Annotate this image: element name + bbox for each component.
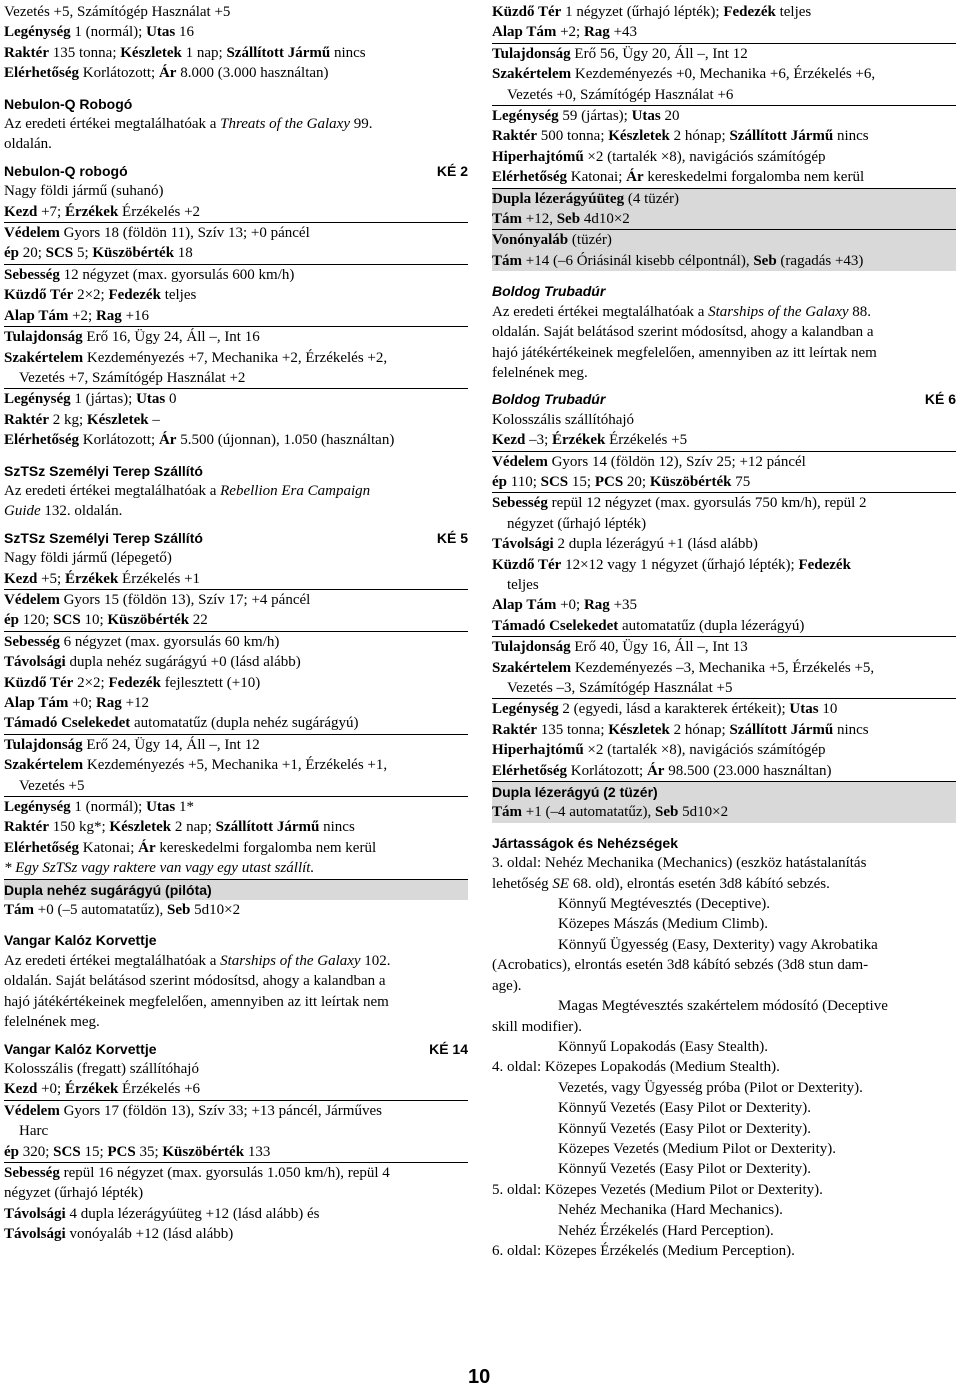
vangar-section-title: Vangar Kalóz Korvettje [4,932,157,949]
trubadur-speed-cont: négyzet (űrhajó lépték) [507,515,647,532]
nebulon-crew: Legénység 1 (jártas); Utas 0 [4,391,177,408]
sztsz-cl: KÉ 5 [436,529,468,546]
vangar-hyperdrive: Hiperhajtómű ×2 (tartalék ×8), navigációs számítógép [492,148,826,165]
right-column [492,2,956,1261]
nebulon-init: Kezd +7; Érzékek Érzékelés +2 [4,203,201,220]
sztsz-weapon-name: Dupla nehéz sugárágyú (pilóta) [4,880,468,900]
trubadur-cargo: Raktér 135 tonna; Készletek 2 hónap; Szállított Jármű nincs [492,721,869,738]
skills-line: Könnyű Lopakodás (Easy Stealth). [558,1038,768,1055]
sztsz-crew: Legénység 1 (normál); Utas 1* [4,799,194,816]
nebulon-cl: KÉ 2 [436,162,468,179]
trubadur-source: Az eredeti értékei megtalálhatóak a Starships of the Galaxy 88. [492,303,872,320]
trubadur-hyperdrive: Hiperhajtómű ×2 (tartalék ×8), navigációs számítógép [492,742,826,759]
skills-line: Könnyű Vezetés (Easy Pilot or Dexterity). [558,1161,812,1178]
vangar-ranged-1: Távolsági 4 dupla lézerágyúüteg +12 (lásd alább) és [4,1205,320,1222]
trubadur-type: Kolosszális szállítóhajó [492,411,635,428]
skills-line: Nehéz Érzékelés (Hard Perception). [558,1222,774,1239]
skills-line: 6. oldal: Közepes Érzékelés (Medium Perception). [492,1242,795,1259]
skills-line: (Acrobatics), elrontás esetén 3d8 kábító sebzés (3d8 stun dam- [492,957,869,974]
sztsz-weapon-stats: Tám +0 (–5 automatatűz), Seb 5d10×2 [4,902,241,919]
trubadur-attack-options: Támadó Cselekedet automatatűz (dupla lézerágyú) [492,617,805,634]
vangar-cl: KÉ 14 [429,1040,468,1057]
skills-line: Közepes Mászás (Medium Climb). [558,916,768,933]
vangar-speed-cont: négyzet (űrhajó lépték) [4,1185,144,1202]
trubadur-init: Kezd –3; Érzékek Érzékelés +5 [492,432,688,449]
nebulon-attack: Alap Tám +2; Rag +16 [4,307,150,324]
sztsz-abilities: Tulajdonság Erő 24, Ügy 14, Áll –, Int 12 [4,736,260,753]
nebulon-defense: Védelem Gyors 18 (földön 11), Szív 13; +0 páncél [4,225,310,242]
trubadur-fighting-space: Küzdő Tér 12×12 vagy 1 négyzet (űrhajó lépték); Fedezék [492,556,851,573]
nebulon-abilities: Tulajdonság Erő 16, Ügy 24, Áll –, Int 16 [4,329,260,346]
vangar-source-cont: felelnének meg. [4,1014,100,1031]
vangar-skills-cont: Vezetés +0, Számítógép Használat +6 [507,86,734,103]
nebulon-source-cont: oldalán. [4,136,52,153]
trubadur-source-cont: felelnének meg. [492,364,588,381]
sztsz-skills: Szakértelem Kezdeményezés +5, Mechanika +1, Érzékelés +1, [4,757,388,774]
nebulon-skills-cont: Vezetés +7, Számítógép Használat +2 [19,369,246,386]
sztsz-availability: Elérhetőség Katonai; Ár kereskedelmi forgalomba nem kerül [4,839,377,856]
sztsz-defense: Védelem Gyors 15 (földön 13), Szív 17; +4 páncél [4,591,311,608]
sztsz-speed: Sebesség 6 négyzet (max. gyorsulás 60 km/h) [4,633,280,650]
trubadur-hp: ép 110; SCS 15; PCS 20; Küszöbérték 75 [492,473,751,490]
nebulon-source: Az eredeti értékei megtalálhatóak a Threats of the Galaxy 99. [4,116,373,133]
vangar-crew: Legénység 59 (jártas); Utas 20 [492,108,680,125]
trubadur-availability: Elérhetőség Korlátozott; Ár 98.500 (23.000 használtan) [492,762,832,779]
vangar-type: Kolosszális (fregatt) szállítóhajó [4,1060,199,1077]
nebulon-type: Nagy földi jármű (suhanó) [4,183,164,200]
trubadur-source-cont: oldalán. Saját belátásod szerint módosítsd, ahogy a kalandban a [492,324,874,341]
vangar-weapon-1: Dupla lézerágyúüteg (4 tüzér) Tám +12, Seb 4d10×2 [492,189,956,230]
skills-line: Közepes Vezetés (Medium Pilot or Dexterity). [558,1140,836,1157]
trubadur-defense: Védelem Gyors 14 (földön 12), Szív 25; +12 páncél [492,453,806,470]
nebulon-cargo: Raktér 2 kg; Készletek – [4,411,160,428]
vangar-availability: Elérhetőség Katonai; Ár kereskedelmi forgalomba nem kerül [492,169,865,186]
sztsz-attack: Alap Tám +0; Rag +12 [4,695,150,711]
prev-crew: Legénység 1 (normál); Utas 16 [4,24,194,41]
vangar-speed: Sebesség repül 16 négyzet (max. gyorsulás 1.050 km/h), repül 4 [4,1164,390,1181]
skills-line: lehetőség SE 68. old), elrontás esetén 3d8 kábító sebzés. [492,875,830,892]
vangar-hp: ép 320; SCS 15; PCS 35; Küszöbérték 133 [4,1143,271,1160]
trubadur-section-title: Boldog Trubadúr [492,283,606,300]
skills-line: Vezetés, vagy Ügyesség próba (Pilot or Dexterity). [558,1079,863,1096]
vangar-skills: Szakértelem Kezdeményezés +0, Mechanika +6, Érzékelés +6, [492,66,876,83]
vangar-init: Kezd +0; Érzékek Érzékelés +6 [4,1081,201,1098]
trubadur-crew: Legénység 2 (egyedi, lásd a karakterek értékeit); Utas 10 [492,701,838,718]
skills-line: Könnyű Vezetés (Easy Pilot or Dexterity). [558,1120,812,1137]
trubadur-skills: Szakértelem Kezdeményezés –3, Mechanika +5, Érzékelés +5, [492,659,875,676]
sztsz-type: Nagy földi jármű (lépegető) [4,550,172,567]
vangar-weapon-2: Vonónyaláb (tüzér) Tám +14 (–6 Óriásinál kisebb célpontnál), Seb (ragadás +43) [492,230,956,271]
vangar-source-cont: hajó játékértékeinek megfelelően, amennyiben az itt leírtak nem [4,993,389,1010]
vangar-cargo: Raktér 500 tonna; Készletek 2 hónap; Szállított Jármű nincs [492,128,869,145]
prev-cargo: Raktér 135 tonna; Készletek 1 nap; Szállított Jármű nincs [4,44,366,61]
trubadur-speed: Sebesség repül 12 négyzet (max. gyorsulás 750 km/h), repül 2 [492,495,867,512]
sztsz-source-cont: Guide 132. oldalán. [4,503,123,520]
vangar-fighting-space: Küzdő Tér 1 négyzet (űrhajó lépték); Fedezék teljes [492,4,812,20]
trubadur-attack: Alap Tám +0; Rag +35 [492,597,638,614]
nebulon-section-title: Nebulon-Q Robogó [4,95,133,112]
nebulon-skills: Szakértelem Kezdeményezés +7, Mechanika +2, Érzékelés +2, [4,349,388,366]
sztsz-cargo: Raktér 150 kg*; Készletek 2 nap; Szállított Jármű nincs [4,819,355,836]
vangar-defense: Védelem Gyors 17 (földön 13), Szív 33; +13 páncél, Járműves [4,1102,382,1119]
prev-skills-cont: Vezetés +5, Számítógép Használat +5 [4,4,231,20]
vangar-statblock-header: Vangar Kalóz Korvettje KÉ 14 [4,1039,468,1059]
trubadur-skills-cont: Vezetés –3, Számítógép Használat +5 [507,680,733,696]
sztsz-skills-cont: Vezetés +5 [19,777,85,794]
skills-section-title: Jártasságok és Nehézségek [492,834,678,851]
nebulon-fighting-space: Küzdő Tér 2×2; Fedezék teljes [4,287,197,304]
prev-availability: Elérhetőség Korlátozott; Ár 8.000 (3.000 használtan) [4,65,329,82]
skills-line: Könnyű Vezetés (Easy Pilot or Dexterity). [558,1100,812,1117]
nebulon-speed: Sebesség 12 négyzet (max. gyorsulás 600 km/h) [4,266,295,283]
vangar-abilities: Tulajdonság Erő 56, Ügy 20, Áll –, Int 12 [492,45,748,62]
skills-line: 3. oldal: Nehéz Mechanika (Mechanics) (eszköz hatástalanítás [492,855,867,872]
skills-line: age). [492,977,522,994]
trubadur-ranged: Távolsági 2 dupla lézerágyú +1 (lásd alább) [492,536,758,553]
skills-line: skill modifier). [492,1018,582,1035]
skills-line: 5. oldal: Közepes Vezetés (Medium Pilot or Dexterity). [492,1181,823,1198]
trubadur-fighting-space-cont: teljes [507,576,539,593]
trubadur-cl: KÉ 6 [924,391,956,408]
left-column [4,2,468,1245]
sztsz-attack-options: Támadó Cselekedet automatatűz (dupla nehéz sugárágyú) [4,715,359,732]
vangar-defense-cont: Harc [19,1123,49,1140]
sztsz-hp: ép 120; SCS 10; Küszöbérték 22 [4,612,208,629]
vangar-source-cont: oldalán. Saját belátásod szerint módosítsd, ahogy a kalandban a [4,973,386,990]
trubadur-abilities: Tulajdonság Erő 40, Ügy 16, Áll –, Int 13 [492,639,748,656]
trubadur-weapon: Dupla lézerágyú (2 tüzér) Tám +1 (–4 automatatűz), Seb 5d10×2 [492,782,956,823]
sztsz-section-title: SzTSz Személyi Terep Szállító [4,462,203,479]
nebulon-hp: ép 20; SCS 5; Küszöbérték 18 [4,245,193,262]
page-number: 10 [468,1366,491,1388]
trubadur-source-cont: hajó játékértékeinek megfelelően, amennyiben az itt leírtak nem [492,344,877,361]
sztsz-source: Az eredeti értékei megtalálhatóak a Rebellion Era Campaign [4,482,371,499]
skills-line: Könnyű Megtévesztés (Deceptive). [558,896,771,913]
sztsz-fighting-space: Küzdő Tér 2×2; Fedezék fejlesztett (+10) [4,674,261,691]
sztsz-init: Kezd +5; Érzékek Érzékelés +1 [4,570,201,587]
skills-line: Nehéz Mechanika (Hard Mechanics). [558,1202,783,1219]
vangar-source: Az eredeti értékei megtalálhatóak a Starships of the Galaxy 102. [4,952,391,969]
skills-line: Könnyű Ügyesség (Easy, Dexterity) vagy Akrobatika [558,936,878,953]
skills-line: 4. oldal: Közepes Lopakodás (Medium Stealth). [492,1059,780,1076]
skills-line: Magas Megtévesztés szakértelem módosító (Deceptive [558,998,888,1015]
nebulon-availability: Elérhetőség Korlátozott; Ár 5.500 (újonnan), 1.050 (használtan) [4,432,395,449]
nebulon-statblock-header: Nebulon-Q robogó KÉ 2 [4,161,468,181]
sztsz-ranged: Távolsági dupla nehéz sugárágyú +0 (lásd alább) [4,654,301,671]
vangar-ranged-2: Távolsági vonóyaláb +12 (lásd alább) [4,1226,234,1243]
sztsz-statblock-header: SzTSz Személyi Terep Szállító KÉ 5 [4,528,468,548]
trubadur-statblock-header: Boldog Trubadúr KÉ 6 [492,389,956,409]
vangar-attack: Alap Tám +2; Rag +43 [492,24,638,41]
sztsz-note: * Egy SzTSz vagy raktere van vagy egy utast szállít. [4,860,315,877]
